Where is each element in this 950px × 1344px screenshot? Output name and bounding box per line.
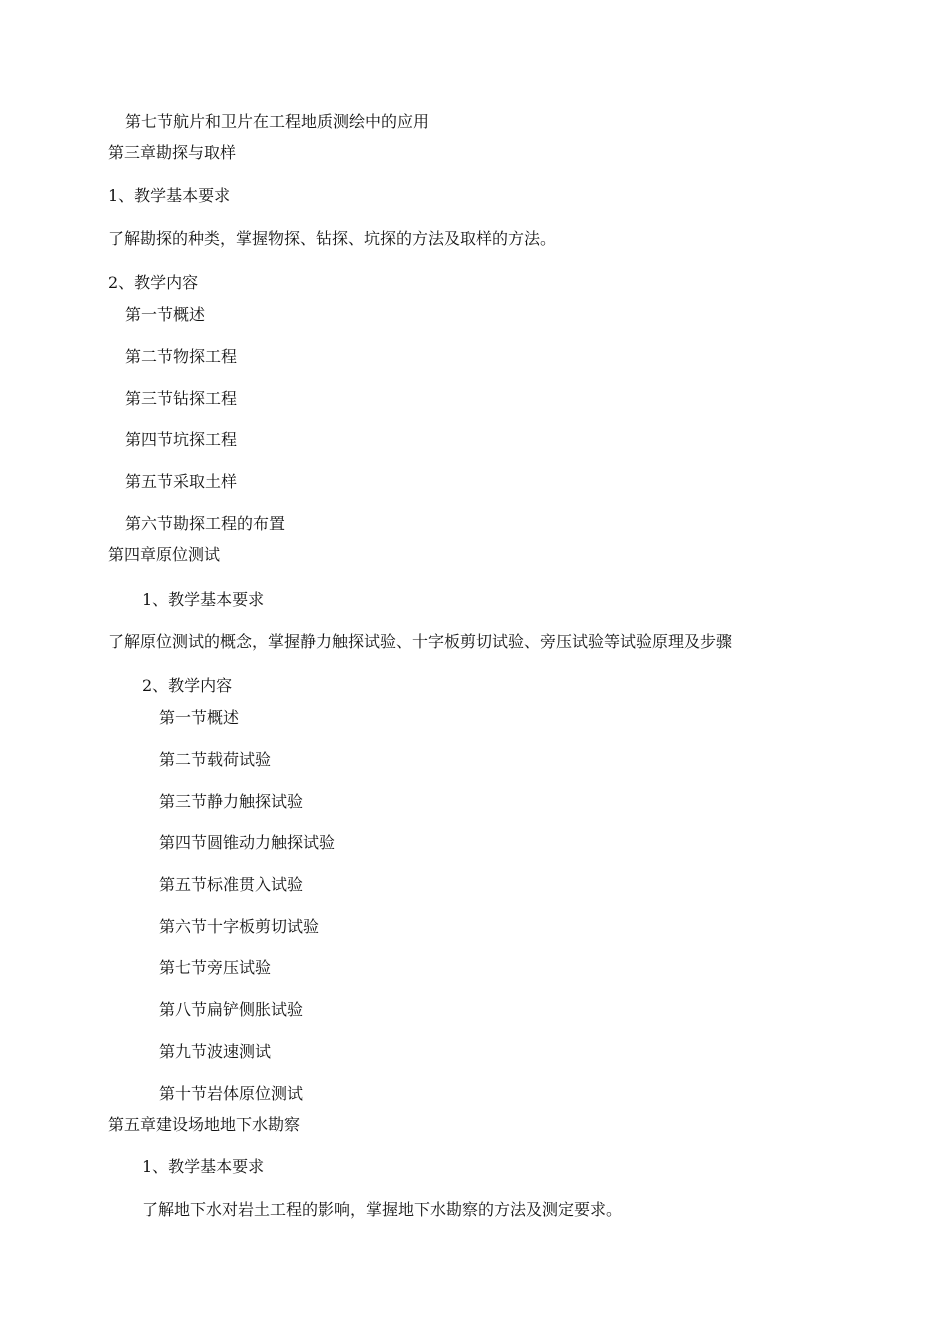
section-item: 第五节标准贯入试验 bbox=[159, 875, 304, 894]
section-item: 第七节旁压试验 bbox=[159, 958, 272, 977]
section-item: 第三节钻探工程 bbox=[125, 389, 238, 408]
section-item: 第八节扁铲侧胀试验 bbox=[159, 1000, 304, 1019]
body-paragraph: 了解勘探的种类，掌握物探、钻探、坑探的方法及取样的方法。 bbox=[108, 229, 557, 248]
section-item: 第五节采取土样 bbox=[125, 472, 238, 491]
chapter-heading: 第五章建设场地地下水勘察 bbox=[108, 1115, 301, 1134]
subheading-content: 2、教学内容 bbox=[142, 676, 233, 695]
body-paragraph: 了解原位测试的概念，掌握静力触探试验、十字板剪切试验、旁压试验等试验原理及步骤 bbox=[108, 632, 733, 651]
subheading-requirements: 1、教学基本要求 bbox=[108, 186, 231, 205]
section-heading: 第七节航片和卫片在工程地质测绘中的应用 bbox=[125, 112, 430, 131]
chapter-heading: 第三章勘探与取样 bbox=[108, 143, 237, 162]
section-item: 第三节静力触探试验 bbox=[159, 792, 304, 811]
subheading-requirements: 1、教学基本要求 bbox=[142, 590, 265, 609]
section-item: 第一节概述 bbox=[125, 305, 206, 324]
section-item: 第四节坑探工程 bbox=[125, 430, 238, 449]
section-item: 第四节圆锥动力触探试验 bbox=[159, 833, 336, 852]
section-item: 第二节物探工程 bbox=[125, 347, 238, 366]
section-item: 第十节岩体原位测试 bbox=[159, 1084, 304, 1103]
chapter-heading: 第四章原位测试 bbox=[108, 545, 221, 564]
section-item: 第一节概述 bbox=[159, 708, 240, 727]
subheading-content: 2、教学内容 bbox=[108, 273, 199, 292]
section-item: 第六节勘探工程的布置 bbox=[125, 514, 286, 533]
section-item: 第六节十字板剪切试验 bbox=[159, 917, 320, 936]
subheading-requirements: 1、教学基本要求 bbox=[142, 1157, 265, 1176]
section-item: 第二节载荷试验 bbox=[159, 750, 272, 769]
body-paragraph: 了解地下水对岩土工程的影响，掌握地下水勘察的方法及测定要求。 bbox=[142, 1200, 623, 1219]
section-item: 第九节波速测试 bbox=[159, 1042, 272, 1061]
